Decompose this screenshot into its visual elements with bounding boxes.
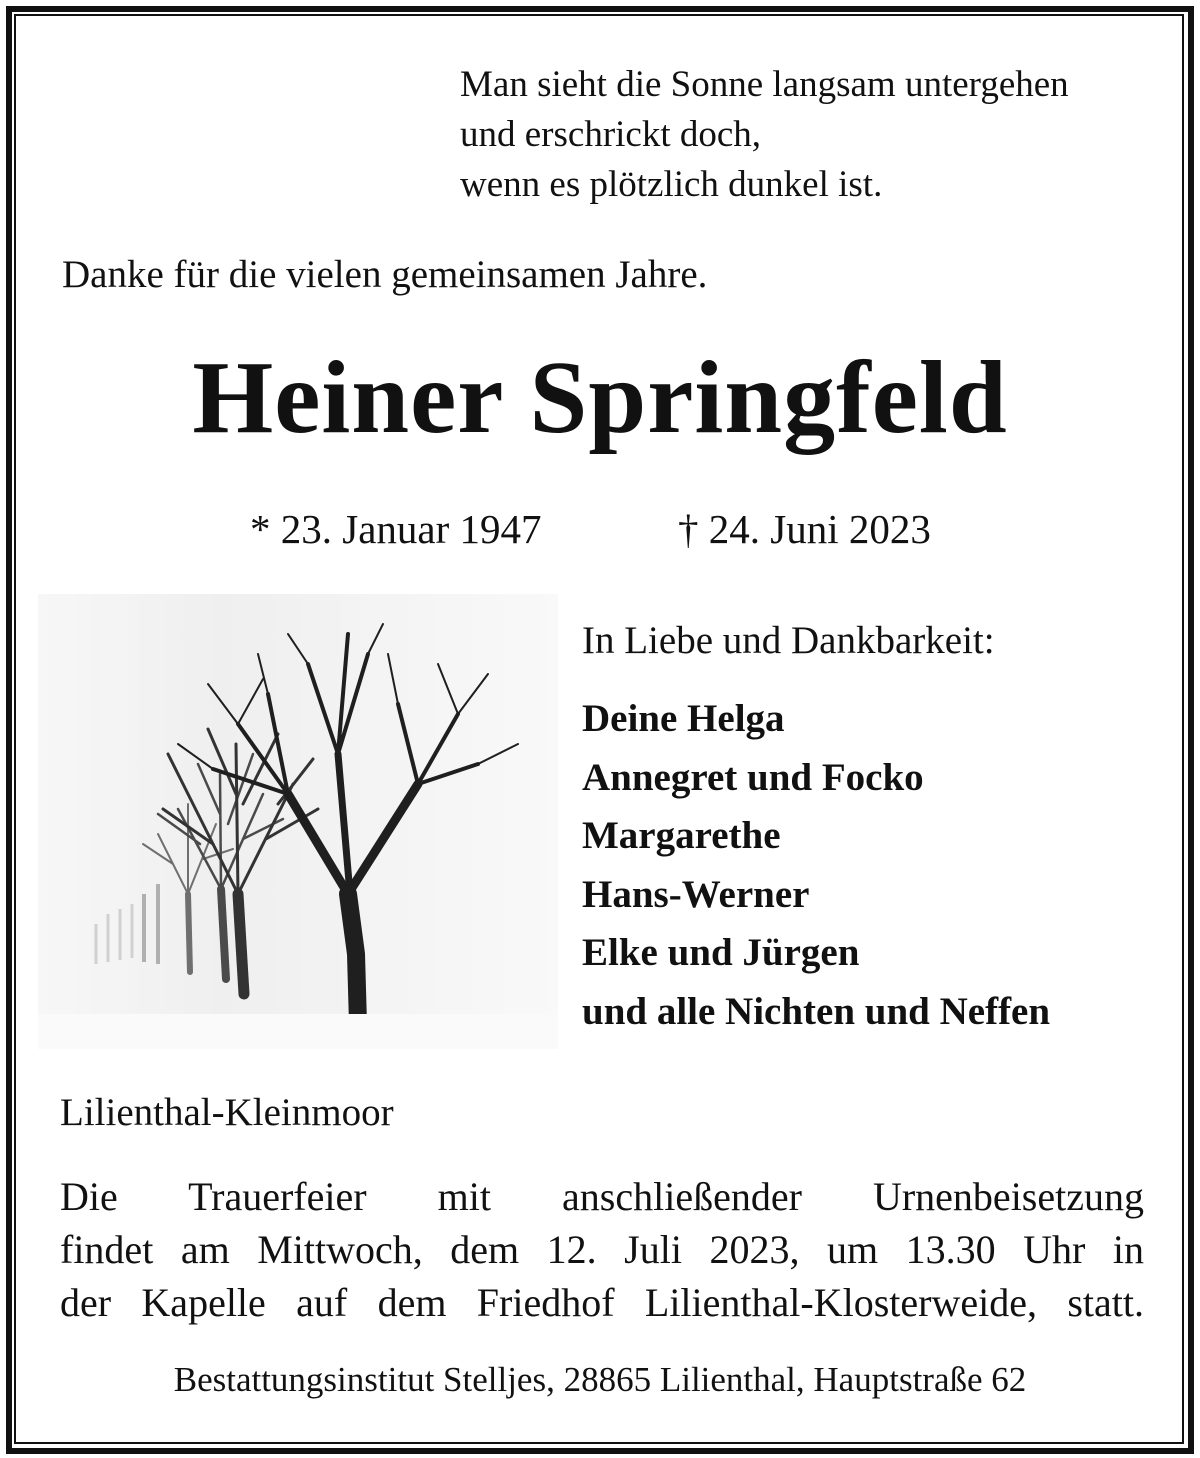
winter-trees-image [38,594,558,1049]
poem-line: wenn es plötzlich dunkel ist. [460,164,883,205]
mourner-name: und alle Nichten und Neffen [582,989,1051,1033]
service-line: Die Trauerfeier mit anschließender Urnenbeisetzung [60,1174,1144,1219]
death-date: † 24. Juni 2023 [678,506,931,552]
mourning-intro: In Liebe und Dankbarkeit: [582,619,995,662]
mourner-name: Hans-Werner [582,872,810,916]
mourner-name: Deine Helga [582,697,785,740]
mourner-name: Elke und Jürgen [582,931,860,974]
thanks-text: Danke für die vielen gemeinsamen Jahre. [62,253,708,296]
place-name: Lilienthal-Kleinmoor [60,1091,394,1134]
mourner-name: Annegret und Focko [582,755,924,799]
service-details [60,1170,1144,1329]
poem-line: und erschrickt doch, [460,114,762,155]
poem [460,60,1069,210]
service-line: findet am Mittwoch, dem 12. Juli 2023, um 13.30 Uhr in [60,1227,1144,1272]
mourner-name: Margarethe [582,814,781,857]
funeral-home-info: Bestattungsinstitut Stelljes, 28865 Lilienthal, Hauptstraße 62 [173,1360,1027,1399]
poem-line: Man sieht die Sonne langsam untergehen [460,64,1069,105]
service-line: der Kapelle auf dem Friedhof Lilienthal-Klosterweide, statt. [60,1280,1144,1325]
birth-date: * 23. Januar 1947 [250,506,542,552]
mourners-list [582,690,1050,1041]
deceased-name: Heiner Springfeld [192,340,1008,455]
